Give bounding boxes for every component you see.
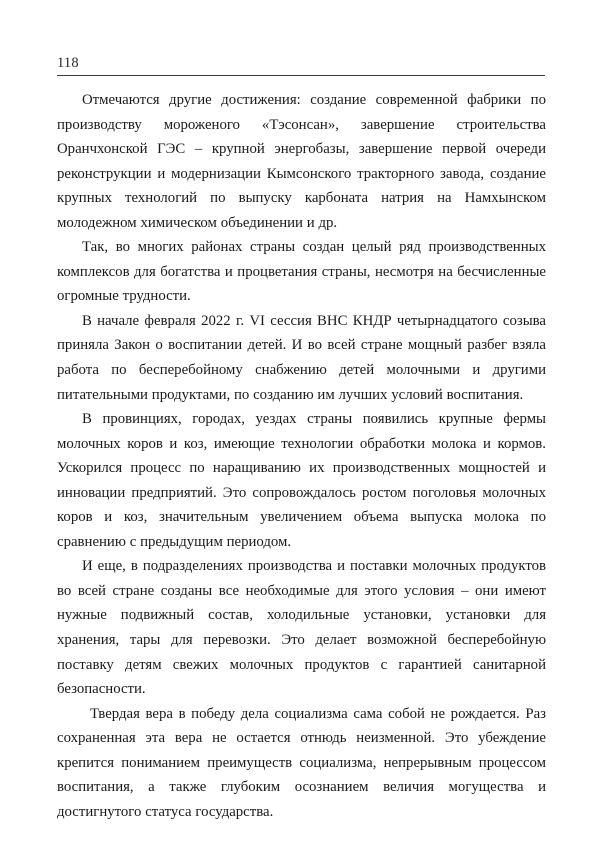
page-header [57, 56, 545, 76]
body-text-block [57, 88, 546, 824]
header-divider [57, 75, 545, 76]
paragraph: В провинциях, городах, уездах страны появились крупные фермы молочных коров и коз, имеющие технологии обработки молока и кормов. Ускорился процесс по наращиванию их производственных мощностей и инновации предприятий. Это сопровождалось ростом поголовья молочных коров и коз, значительным увеличением объема выпуска молока по сравнению с предыдущим периодом. [57, 411, 546, 550]
paragraph: Отмечаются другие достижения: создание современной фабрики по производству мороженого «Тэсонсан», завершение строительства Оранчхонской ГЭС – крупной энергобазы, завершение первой очереди реконструкции и модернизации Кымсонского тракторного завода, создание крупных технологий по выпуску карбоната натрия на Намхынском молодежном химическом объединении и др. [57, 92, 546, 231]
paragraph: В начале февраля 2022 г. VI сессия ВНС КНДР четырнадцатого созыва приняла Закон о воспитании детей. И во всей стране мощный разбег взяла работа по бесперебойному снабжению детей молочными и другими питательными продуктами, по созданию им лучших условий воспитания. [57, 312, 546, 403]
paragraph: Так, во многих районах страны создан целый ряд производственных комплексов для богатства и процветания страны, несмотря на бесчисленные огромные трудности. [57, 239, 546, 305]
paragraph: Твердая вера в победу дела социализма сама собой не рождается. Раз сохраненная эта вера не остается отнюдь неизменной. Это убеждение крепится пониманием преимуществ социализма, непрерывным процессом воспитания, а также глубоким осознанием величия могущества и достигнутого статуса государства. [57, 705, 546, 820]
page-number: 118 [57, 55, 79, 71]
paragraph: И еще, в подразделениях производства и поставки молочных продуктов во всей стране созданы все необходимые для этого условия – они имеют нужные подвижный состав, холодильные установки, установки для хранения, тары для перевозки. Это делает возможной бесперебойную поставку детям свежих молочных продуктов с гарантией санитарной безопасности. [57, 558, 546, 698]
